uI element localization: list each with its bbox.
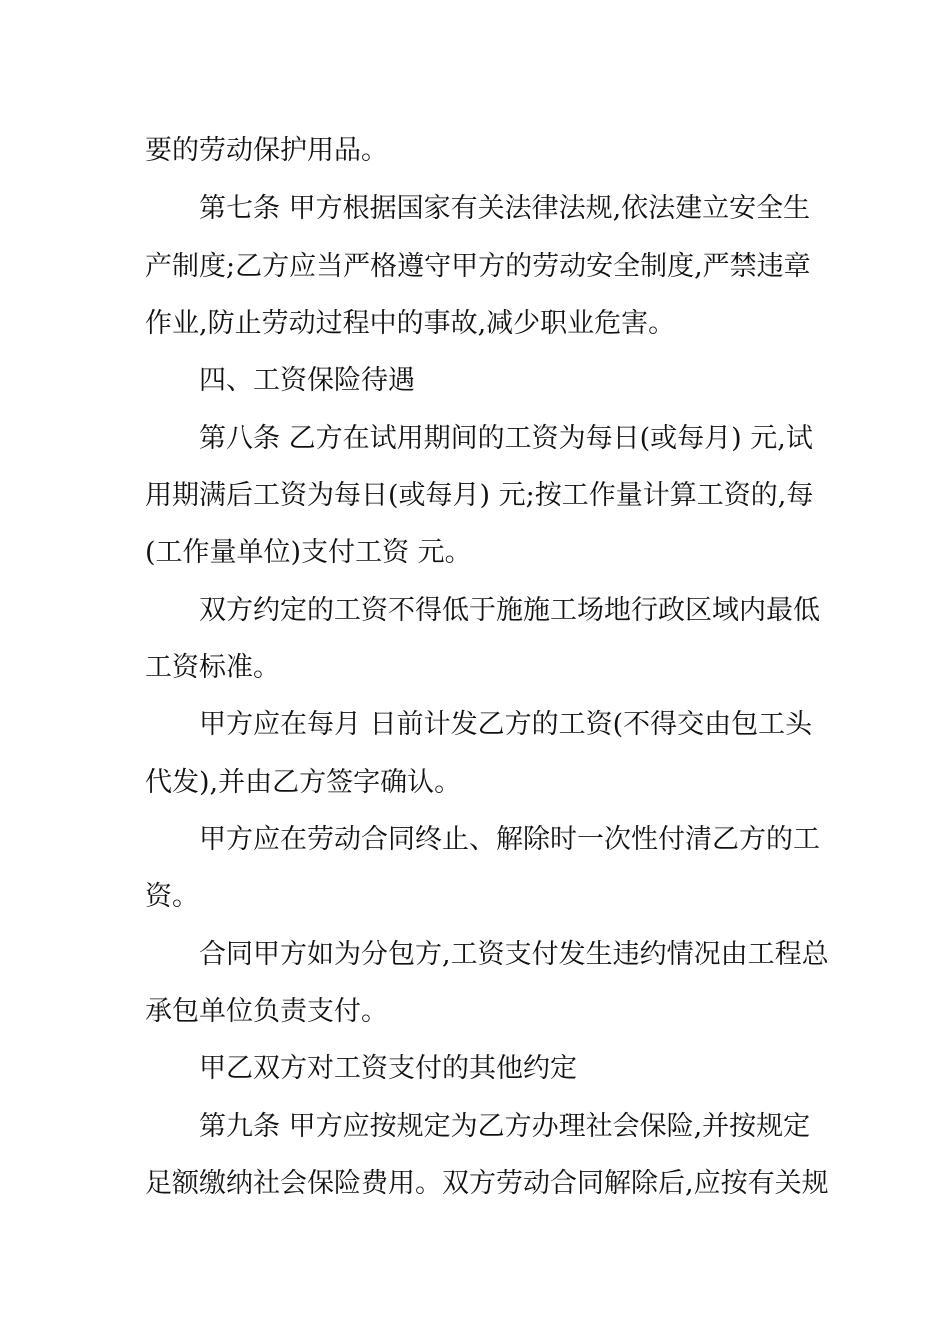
text-line: 作业,防止劳动过程中的事故,减少职业危害。	[145, 308, 676, 339]
text-line: 甲乙双方对工资支付的其他约定	[199, 1053, 577, 1084]
text-line: 甲方应在劳动合同终止、解除时一次性付清乙方的工	[199, 824, 820, 855]
text-line: 资。	[145, 881, 199, 912]
text-line: (工作量单位)支付工资 元。	[145, 537, 472, 568]
text-line: 承包单位负责支付。	[145, 996, 388, 1027]
text-line: 要的劳动保护用品。	[145, 135, 388, 166]
text-line: 合同甲方如为分包方,工资支付发生违约情况由工程总	[199, 939, 829, 970]
text-line: 工资标准。	[145, 652, 280, 683]
article-8-heading-line: 第八条 乙方在试用期间的工资为每日(或每月) 元,试	[199, 423, 813, 454]
text-line: 用期满后工资为每日(或每月) 元;按工作量计算工资的,每	[145, 480, 814, 511]
text-line: 代发),并由乙方签字确认。	[145, 767, 462, 798]
article-7-heading-line: 第七条 甲方根据国家有关法律法规,依法建立安全生	[199, 193, 811, 224]
text-line: 甲方应在每月 日前计发乙方的工资(不得交由包工头	[199, 709, 813, 740]
text-line: 产制度;乙方应当严格遵守甲方的劳动安全制度,严禁违章	[145, 251, 811, 282]
text-line: 足额缴纳社会保险费用。双方劳动合同解除后,应按有关规	[145, 1168, 829, 1199]
article-9-heading-line: 第九条 甲方应按规定为乙方办理社会保险,并按规定	[199, 1111, 811, 1142]
section-heading: 四、工资保险待遇	[199, 365, 415, 396]
text-line: 双方约定的工资不得低于施施工场地行政区域内最低	[199, 595, 820, 626]
